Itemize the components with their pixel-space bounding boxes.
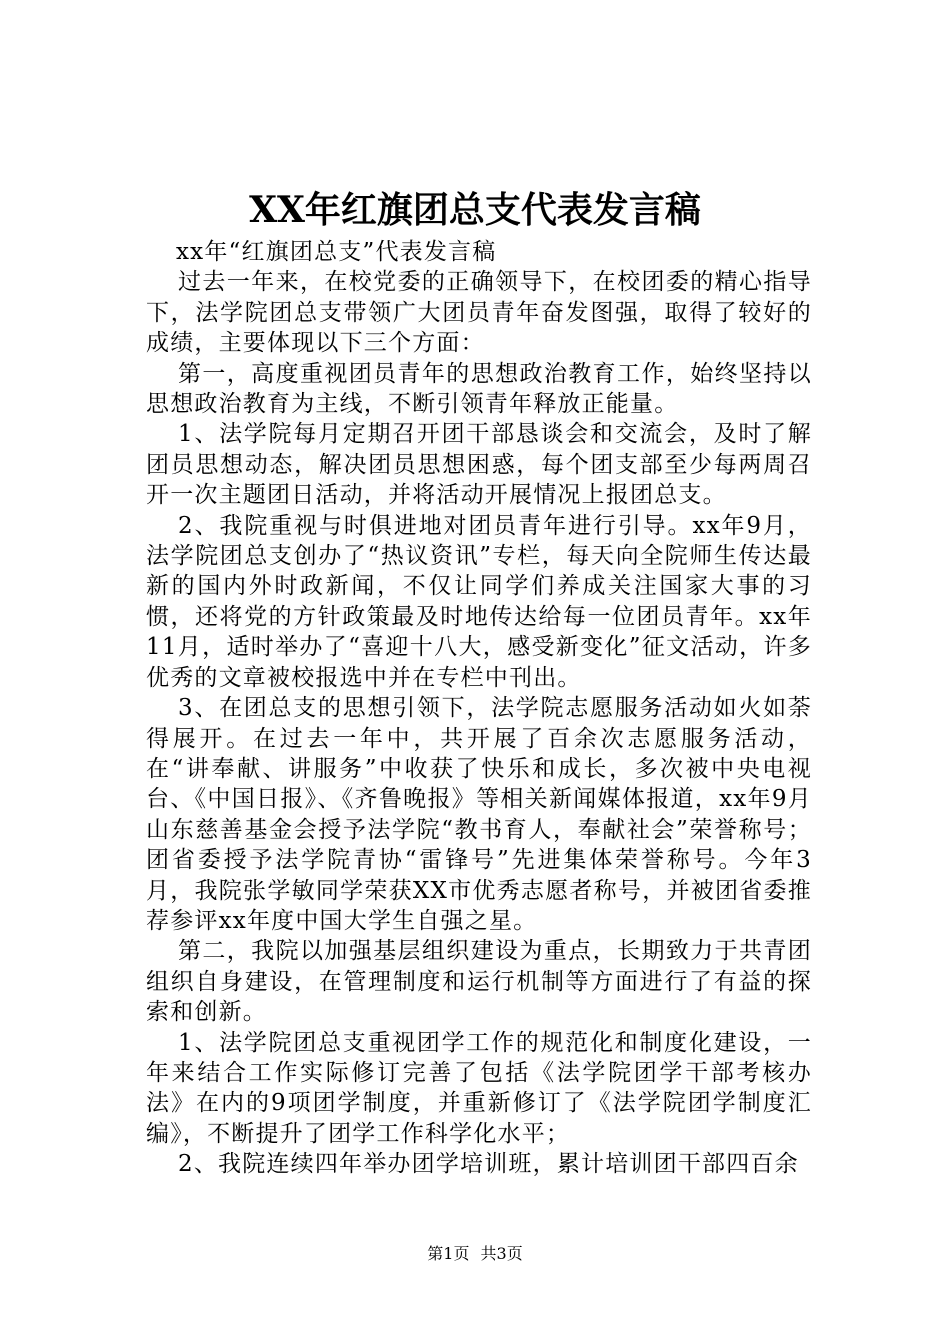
page-footer — [0, 1244, 950, 1264]
paragraph-intro: 过去一年来，在校党委的正确领导下，在校团委的精心指导下，法学院团总支带领广大团员青年奋发图强，取得了较好的成绩，主要体现以下三个方面： — [146, 269, 812, 357]
paragraph-item-1-2: 2、我院重视与时俱进地对团员青年进行引导。xx年9月，法学院团总支创办了“热议资讯”专栏，每天向全院师生传达最新的国内外时政新闻，不仅让同学们养成关注国家大事的习惯，还将党的方针政策最及时地传达给每一位团员青年。xx年11月，适时举办了“喜迎十八大，感受新变化”征文活动，许多优秀的文章被校报选中并在专栏中刊出。 — [146, 512, 812, 691]
paragraph-item-2-1: 1、法学院团总支重视团学工作的规范化和制度化建设，一年来结合工作实际修订完善了包括《法学院团学干部考核办法》在内的9项团学制度，并重新修订了《法学院团学制度汇编》，不断提升了团学工作科学化水平； — [146, 1029, 812, 1147]
document-body — [146, 237, 812, 1180]
paragraph-point-one: 第一，高度重视团员青年的思想政治教育工作，始终坚持以思想政治教育为主线，不断引领青年释放正能量。 — [146, 360, 812, 418]
paragraph-item-2-2: 2、我院连续四年举办团学培训班，累计培训团干部四百余 — [178, 1151, 799, 1178]
page-total: 共3页 — [480, 1244, 523, 1263]
paragraph-subtitle: xx年“红旗团总支”代表发言稿 — [176, 239, 497, 265]
document-title: XX年红旗团总支代表发言稿 — [249, 189, 701, 231]
paragraph-item-1-3: 3、在团总支的思想引领下，法学院志愿服务活动如火如荼得展开。在过去一年中，共开展了百余次志愿服务活动，在“讲奉献、讲服务”中收获了快乐和成长，多次被中央电视台、《中国日报》、《齐鲁晚报》等相关新闻媒体报道，xx年9月山东慈善基金会授予法学院“教书育人，奉献社会”荣誉称号；团省委授予法学院青协“雷锋号”先进集体荣誉称号。今年3月，我院张学敏同学荣获XX市优秀志愿者称号，并被团省委推荐参评xx年度中国大学生自强之星。 — [146, 695, 812, 934]
page-number: 第1页 — [427, 1244, 470, 1263]
paragraph-point-two: 第二，我院以加强基层组织建设为重点，长期致力于共青团组织自身建设，在管理制度和运行机制等方面进行了有益的探索和创新。 — [146, 938, 812, 1026]
paragraph-item-1-1: 1、法学院每月定期召开团干部恳谈会和交流会，及时了解团员思想动态，解决团员思想困惑，每个团支部至少每两周召开一次主题团日活动，并将活动开展情况上报团总支。 — [146, 421, 812, 509]
